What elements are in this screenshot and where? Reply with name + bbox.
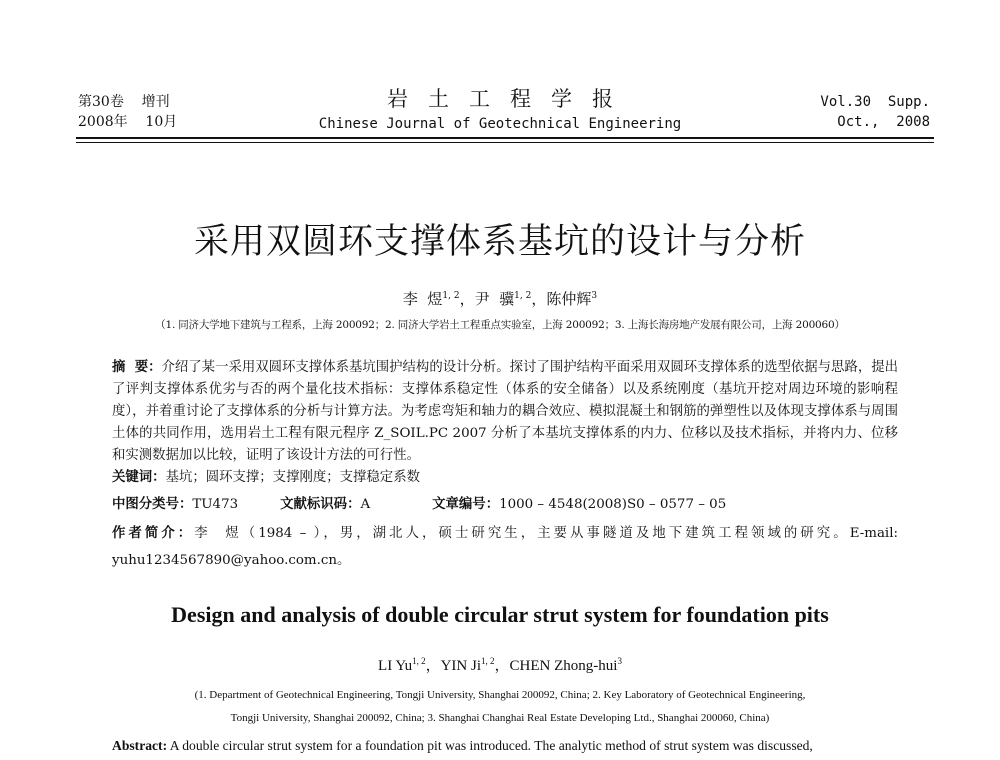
author-name-en: YIN Ji [440,658,482,674]
author-separator: ， [459,290,475,308]
abstract-cn [112,356,898,467]
abstract-text-cn: 介绍了某一采用双圆环支撑体系基坑围护结构的设计分析。探讨了围护结构平面采用双圆环支撑体系的选型依据与思路，提出了评判支撑体系优劣与否的两个量化技术指标：支撑体系稳定性（体系的安全储备）以及系统刚度（基坑开挖对周边环境的影响程度），并着重讨论了支撑体系的分析与计算方法。为考虑弯矩和轴力的耦合效应、模拟混凝土和钢筋的弹塑性以及体现支撑体系与周围土体的共同作用，选用岩土工程有限元程序 Z_SOIL.PC 2007 分析了本基坑支撑体系的内力、位移以及技术指标，并将内力、位移和实测数据加以比较，证明了该设计方法的可行性。 [112,360,898,463]
bio-label: 作者简介： [112,525,195,541]
clc-value: TU473 [192,497,239,512]
doc-code-value: A [360,497,371,512]
paper-title-cn: 采用双圆环支撑体系基坑的设计与分析 [193,222,806,262]
keywords-cn [112,466,420,489]
author-bio [112,520,903,574]
issue-date-en: Oct., 2008 [837,114,930,130]
author-separator: ， [531,290,547,308]
author-affil-ref: 3 [591,291,598,301]
paper-title-en: Design and analysis of double circular strut system for foundation pits [171,602,829,627]
author-name-en: CHEN Zhong-hui [509,658,618,674]
bio-text: 李 煜（1984 – ），男，湖北人，硕士研究生，主要从事隧道及地下建筑工程领域的研究。E-mail: yuhu1234567890@yahoo.com.cn。 [112,526,903,568]
affiliation-line-1: (1. Department of Geotechnical Engineering, Tongji University, Shanghai 200092, China; 2. Key Laboratory of Geotechnical Engineering, [194,689,806,701]
doc-code-label: 文献标识码： [280,496,361,512]
author-list-cn [0,288,1000,309]
issue-date: 2008年 10月 [78,114,178,130]
author-name: 陈仲辉 [546,290,592,308]
article-no-value: 1000 – 4548(2008)S0 – 0577 – 05 [499,497,727,512]
doc-code [280,493,370,516]
volume-supp: Vol.30 Supp. [820,94,930,110]
classification-row [112,493,726,516]
abstract-label-cn: 摘 要： [112,359,162,375]
author-separator-en: ， [425,658,441,674]
clc-code [112,493,238,516]
author-name-en: LI Yu [378,658,413,674]
affiliation-line-2: Tongji University, Shanghai 200092, China; 3. Shanghai Changhai Real Estate Developing Ltd., Shanghai 200060, China) [230,712,770,724]
abstract-label-en: Abstract: [112,738,168,753]
journal-issue-info-en [820,92,930,132]
journal-name-en: Chinese Journal of Geotechnical Engineering [318,116,682,132]
volume-issue: 第30卷 增刊 [78,94,170,110]
affiliations-en [0,684,1000,730]
clc-label: 中图分类号： [112,496,193,512]
author-name: 李 煜 [402,290,443,308]
abstract-en [112,736,912,756]
article-number [432,493,726,516]
header-rule-thin [76,142,934,143]
abstract-text-en: A double circular strut system for a foundation pit was introduced. The analytic method of strut system was discussed, [169,738,813,753]
keywords-label: 关键词： [112,469,166,485]
author-affil-ref: 1, 2 [514,291,532,301]
keywords-text: 基坑；圆环支撑；支撑刚度；支撑稳定系数 [165,470,420,485]
affiliations-cn: （1. 同济大学地下建筑与工程系，上海 200092；2. 同济大学岩土工程重点实验室，上海 200092；3. 上海长海房地产发展有限公司，上海 200060） [155,319,845,331]
author-affil-ref-en: 1, 2 [481,656,495,666]
article-no-label: 文章编号： [432,496,500,512]
author-affil-ref-en: 3 [617,656,622,666]
header-rule-thick [76,137,934,139]
author-affil-ref: 1, 2 [442,291,460,301]
author-name: 尹 骥 [474,290,515,308]
author-affil-ref-en: 1, 2 [412,656,426,666]
author-list-en [0,654,1000,675]
author-separator-en: ， [494,658,510,674]
journal-name-cn: 岩土工程学报 [387,87,633,111]
